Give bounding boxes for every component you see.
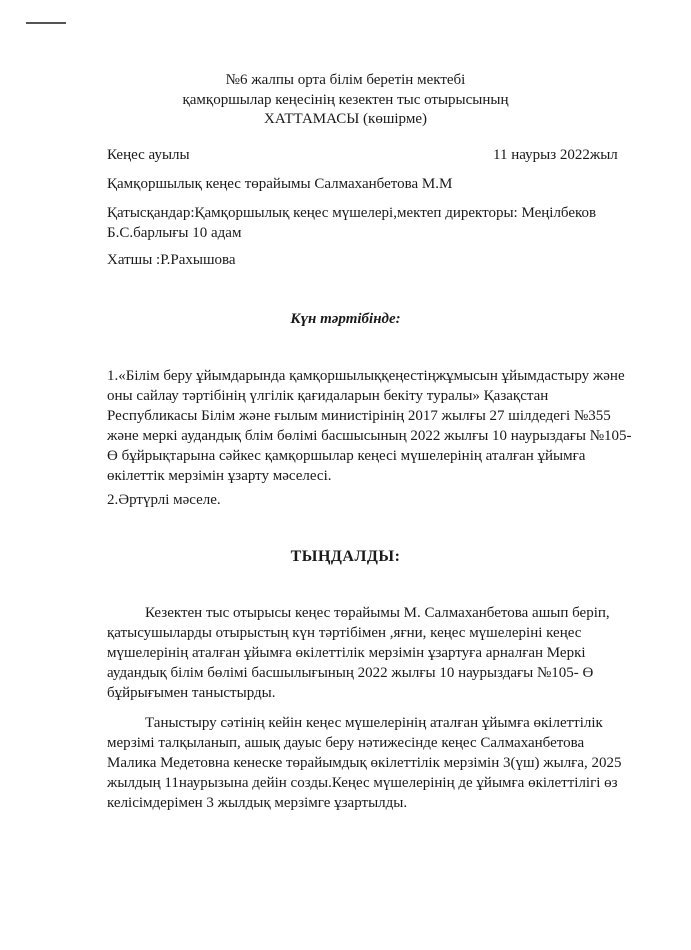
agenda-item-2: 2.Әртүрлі мәселе. — [107, 492, 221, 508]
date: 11 наурыз 2022жыл — [493, 147, 618, 163]
scan-mark — [26, 22, 66, 24]
chairperson: Қамқоршылық кеңес төрайымы Салмаханбетова М.М — [107, 176, 453, 192]
school-name: №6 жалпы орта білім беретін мектебі — [225, 72, 466, 88]
agenda-item-1: 1.«Білім беру ұйымдарында қамқоршылыққеңестіңжұмысын ұйымдастыру және оны сайлау тәртібінің үлгілік қағидаларын бекіту туралы» Қазақстан Республикасы Білім және ғылым министірінің 2017 жылғы 27 шілдедегі №355 және меркі аудандық блім бөлімі басшысының 2022 жылғы 10 наурыздағы №105-Ө бұйрықтарына сәйкес қамқоршылар кеңесі мүшелерінің аталған ұйымға өкілеттік мерзімін ұзарту мәселесі. — [107, 368, 632, 484]
participants: Қатысқандар:Қамқоршылық кеңес мүшелері,мектеп директоры: Меңілбеков Б.С.барлығы 10 адам — [107, 205, 597, 241]
heard-paragraph-2: Таныстыру сәтінің кейін кеңес мүшелерінің аталған ұйымға өкілеттілік мерзімі талқыланып, ашық дауыс беру нәтижесінде кеңес Салмаханбетова Малика Медетовна кенеске төрайымдық өкілеттілік мерзімін 3(үш) жылға, 2025 жылдың 11наурызына дейін созды.Кеңес мүшелерінің де ұйымға өкілеттілігі өз келісімдерімен 3 жылдық мерзімге ұзартылды. — [107, 715, 622, 811]
heard-title: ТЫҢДАЛДЫ: — [290, 548, 401, 565]
heard-paragraph-1: Кезектен тыс отырысы кеңес төрайымы М. Салмаханбетова ашып беріп, қатысушыларды отырыстың күн тәртібімен ,яғни, кеңес мүшелеріні кеңес мүшелерінің аталған ұйымға өкілеттілік мерзімін ұзартуға арналған Меркі аудандық білім бөлімі басшылығының 2022 жылғы 10 наурыздағы №105- Ө бұйрығымен таныстырды. — [107, 605, 610, 701]
secretary: Хатшы :Р.Рахышова — [107, 252, 236, 268]
place: Кеңес ауылы — [107, 147, 190, 163]
agenda-title: Күн тәртібінде: — [290, 311, 401, 327]
protocol-title: ХАТТАМАСЫ (көшірме) — [264, 111, 427, 127]
council-line: қамқоршылар кеңесінің кезектен тыс отырысының — [182, 92, 509, 108]
